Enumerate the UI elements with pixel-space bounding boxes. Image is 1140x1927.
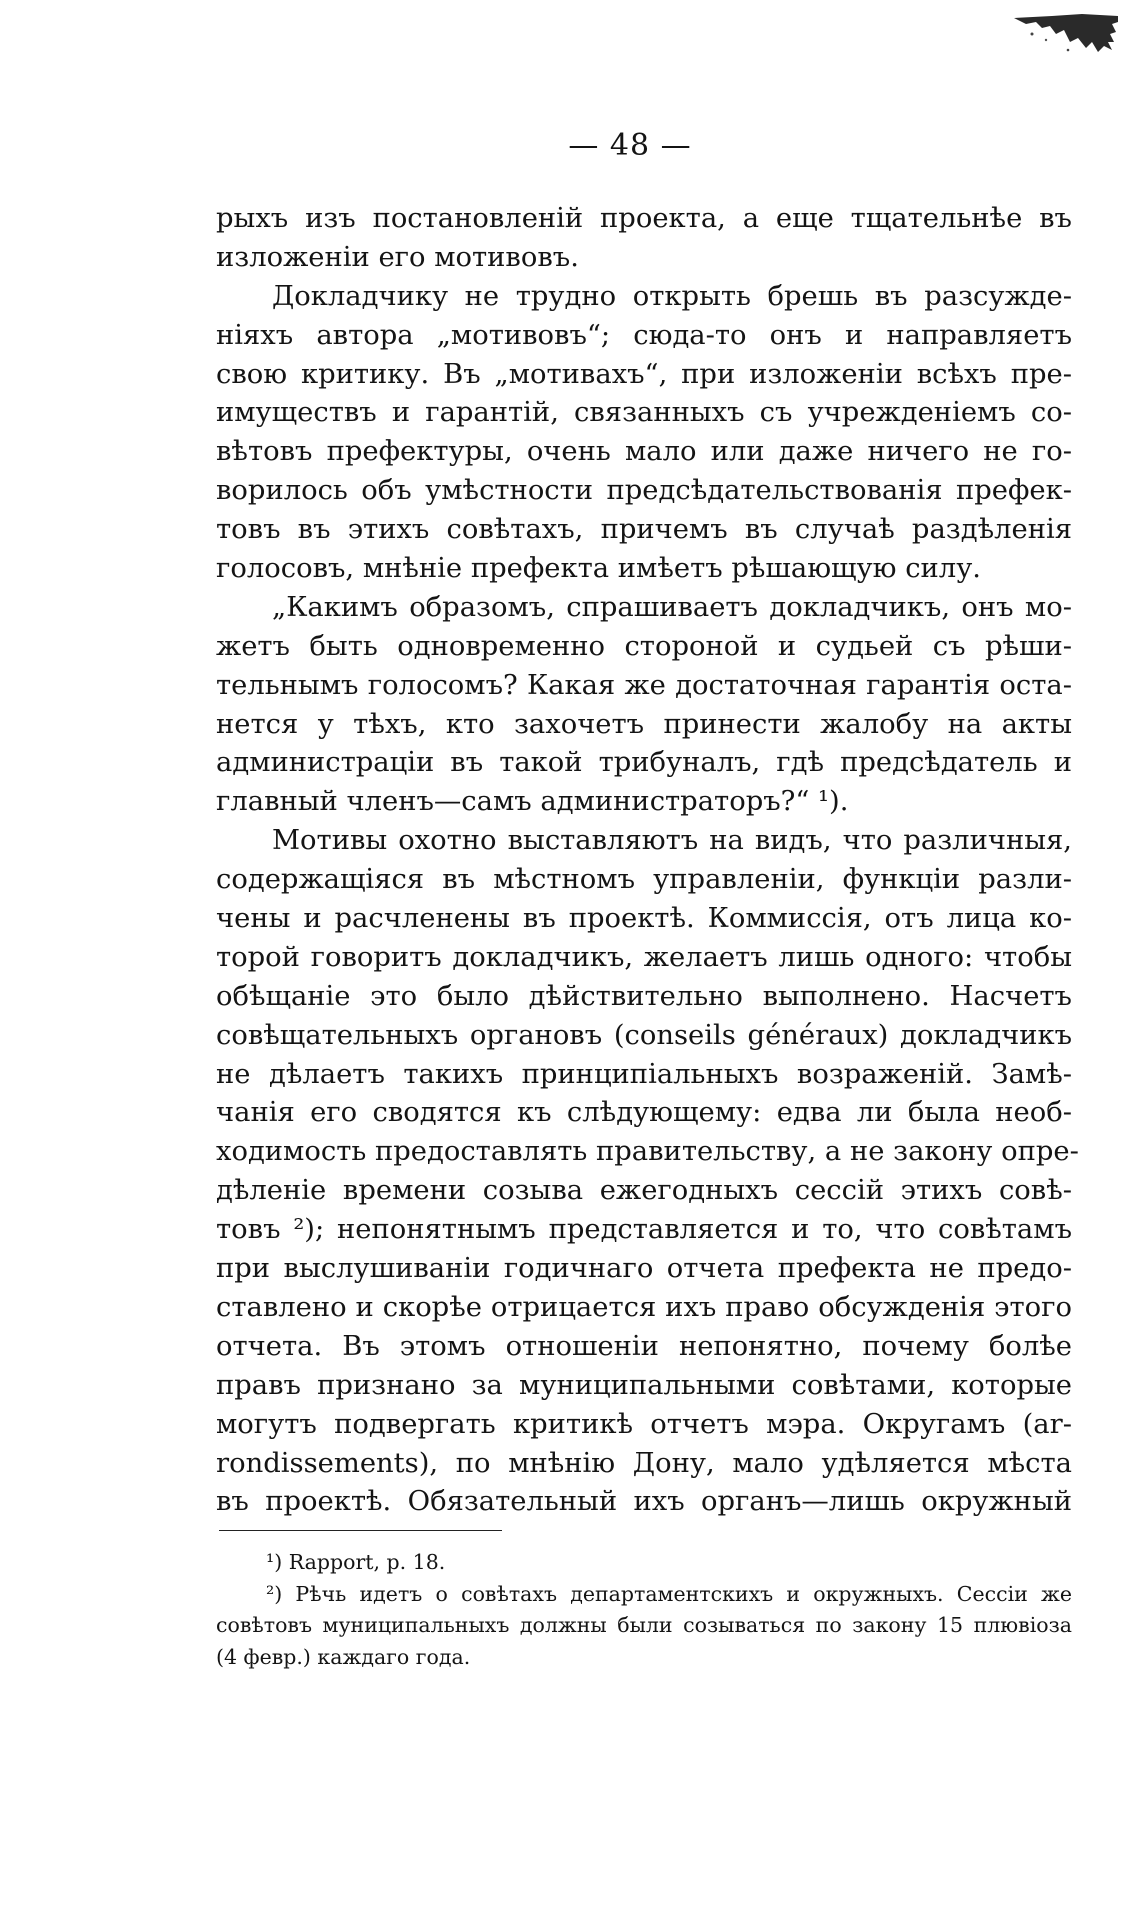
- text-line: имуществъ и гарантій, связанныхъ съ учрежденіемъ со-: [216, 397, 1072, 429]
- text-line: Мотивы охотно выставляютъ на видъ, что различныя,: [272, 825, 1072, 857]
- text-line: вѣтовъ префектуры, очень мало или даже ничего не го-: [216, 436, 1072, 468]
- text-line: свою критику. Въ „мотивахъ“, при изложеніи всѣхъ пре-: [216, 358, 1072, 390]
- text-line: товъ въ этихъ совѣтахъ, причемъ въ случаѣ раздѣленія: [216, 514, 1072, 546]
- text-line: ворилось объ умѣстности предсѣдательствованія префек-: [216, 475, 1072, 507]
- text-line: совѣщательныхъ органовъ (conseils généraux) докладчикъ: [216, 1019, 1072, 1051]
- text-line: обѣщаніе это было дѣйствительно выполнено. Насчетъ: [216, 980, 1072, 1012]
- text-line: ходимость предоставлять правительству, а не закону опре-: [216, 1136, 1079, 1168]
- text-line: правъ признано за муниципальными совѣтами, которые: [216, 1369, 1072, 1401]
- footnote-line: ¹) Rapport, p. 18.: [266, 1550, 446, 1574]
- text-line: голосовъ, мнѣніе префекта имѣетъ рѣшающую силу.: [216, 553, 982, 585]
- text-line: товъ ²); непонятнымъ представляется и то, что совѣтамъ: [216, 1214, 1072, 1246]
- text-line: Докладчику не трудно открыть брешь въ разсужде-: [272, 280, 1072, 312]
- text-line: могутъ подвергать критикѣ отчетъ мэра. Округамъ (ar-: [216, 1408, 1072, 1440]
- text-line: не дѣлаетъ такихъ принципіальныхъ возраженій. Замѣ-: [216, 1058, 1072, 1090]
- footnote-line: ²) Рѣчь идетъ о совѣтахъ департаментскихъ и окружныхъ. Сессіи же: [266, 1581, 1072, 1606]
- text-line: жетъ быть одновременно стороной и судьей съ рѣши-: [216, 630, 1072, 662]
- text-line: „Какимъ образомъ, спрашиваетъ докладчикъ, онъ мо-: [272, 591, 1072, 623]
- text-line: при выслушиваніи годичнаго отчета префекта не предо-: [216, 1253, 1072, 1285]
- text-line: рыхъ изъ постановленій проекта, а еще тщательнѣе въ: [216, 203, 1072, 234]
- text-line: ставлено и скорѣе отрицается ихъ право обсужденія этого: [216, 1291, 1072, 1323]
- footnote-divider: [219, 1530, 502, 1531]
- text-line: торой говоритъ докладчикъ, желаетъ лишь одного: чтобы: [216, 941, 1072, 973]
- footnotes: [216, 1547, 1072, 1673]
- text-line: изложеніи его мотивовъ.: [216, 241, 579, 273]
- text-line: въ проектѣ. Обязательный ихъ органъ—лишь окружный: [216, 1486, 1072, 1518]
- text-line: тельнымъ голосомъ? Какая же достаточная гарантія оста-: [216, 669, 1072, 701]
- text-line: чанія его сводятся къ слѣдующему: едва ли была необ-: [216, 1097, 1072, 1129]
- text-line: чены и расчленены въ проектѣ. Коммиссія, отъ лица ко-: [216, 903, 1072, 935]
- text-line: содержащіяся въ мѣстномъ управленіи, функціи разли-: [216, 864, 1072, 896]
- main-text: [216, 200, 1079, 1522]
- footnote-line: (4 февр.) каждаго года.: [216, 1644, 471, 1669]
- text-line: дѣленіе времени созыва ежегодныхъ сессій этихъ совѣ-: [216, 1175, 1072, 1207]
- page-number: — 48 —: [568, 128, 692, 163]
- text-line: rondissements), по мнѣнію Дону, мало удѣляется мѣста: [216, 1447, 1072, 1479]
- text-line: нется у тѣхъ, кто захочетъ принести жалобу на акты: [216, 708, 1072, 740]
- scan-artifact-mark: [1012, 12, 1120, 54]
- text-line: отчета. Въ этомъ отношеніи непонятно, почему болѣе: [216, 1330, 1072, 1362]
- text-line: ніяхъ автора „мотивовъ“; сюда-то онъ и направляетъ: [216, 319, 1072, 351]
- text-line: главный членъ—самъ администраторъ?“ ¹).: [216, 786, 849, 818]
- text-line: администраціи въ такой трибуналъ, гдѣ предсѣдатель и: [216, 747, 1072, 779]
- footnote-line: совѣтовъ муниципальныхъ должны были созываться по закону 15 плювіоза: [216, 1613, 1072, 1637]
